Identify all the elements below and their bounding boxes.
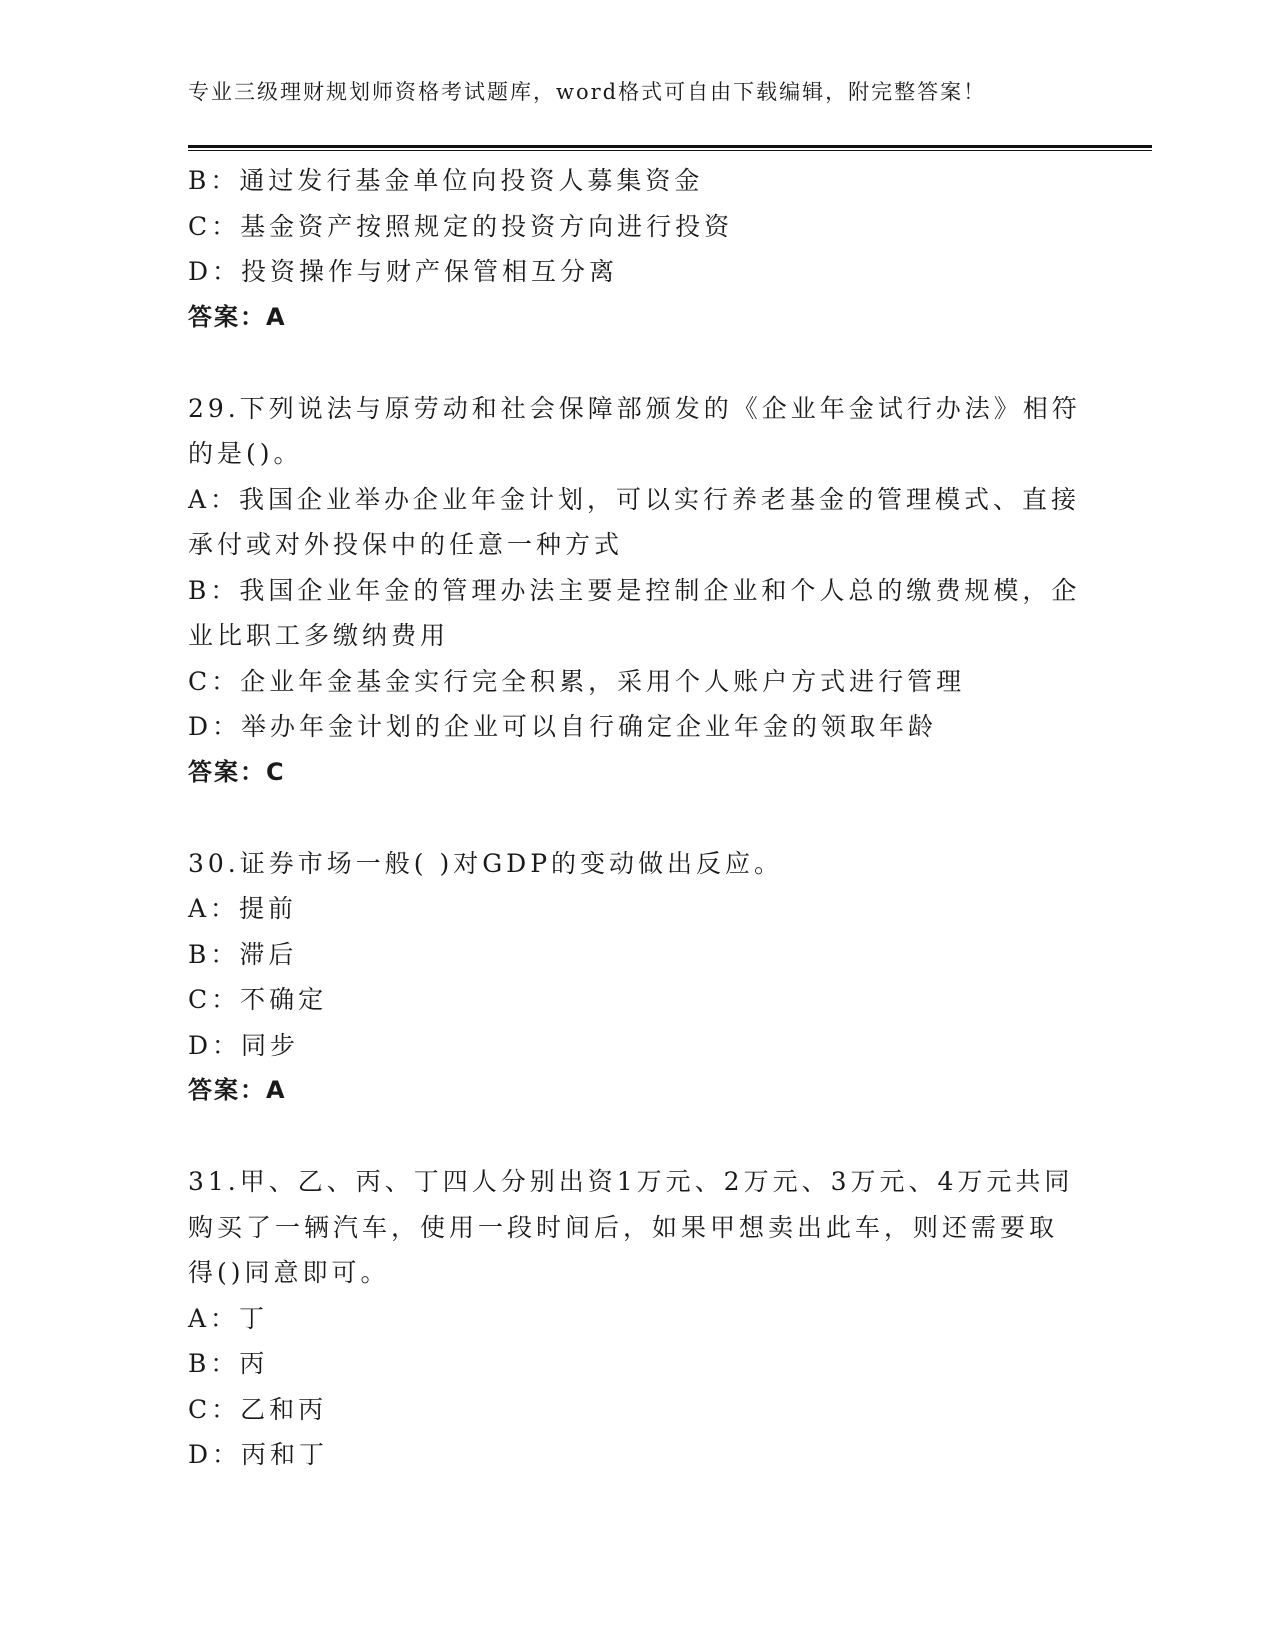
q31-option-d: D：丙和丁 [188, 1440, 329, 1469]
q29-answer: 答案：C [188, 757, 286, 786]
spacer [188, 340, 1088, 386]
header-rule-thin [188, 150, 1152, 151]
spacer [188, 1114, 1088, 1160]
q28-option-c: C：基金资产按照规定的投资方向进行投资 [188, 211, 734, 241]
q29-option-b-line1: B：我国企业年金的管理办法主要是控制企业和个人总的缴费规模，企 [188, 575, 1081, 605]
q31-stem-line3: 得()同意即可。 [188, 1258, 390, 1287]
q30-option-a: A：提前 [188, 894, 298, 923]
q31-option-c: C：乙和丙 [188, 1394, 328, 1424]
q31-option-b: B：丙 [188, 1349, 269, 1378]
q29-option-a-line1: A：我国企业举办企业年金计划，可以实行养老基金的管理模式、直接 [188, 484, 1081, 514]
q30-answer: 答案：A [188, 1076, 287, 1104]
page-header: 专业三级理财规划师资格考试题库，word格式可自由下载编辑，附完整答案！ [188, 80, 987, 104]
header-rule-thick [188, 145, 1152, 148]
q28-option-b: B：通过发行基金单位向投资人募集资金 [188, 166, 704, 195]
q29-option-b-line2: 业比职工多缴纳费用 [188, 621, 450, 650]
q30-option-b: B：滞后 [188, 939, 298, 969]
spacer [188, 795, 1088, 841]
q29-stem-line1: 29.下列说法与原劳动和社会保障部颁发的《企业年金试行办法》相符 [188, 393, 1081, 423]
q31-option-a: A：丁 [188, 1303, 269, 1333]
q29-option-a-line2: 承付或对外投保中的任意一种方式 [188, 530, 624, 559]
q30-option-d: D：同步 [188, 1030, 300, 1060]
q29-stem-line2: 的是()。 [188, 439, 303, 468]
q31-stem-line1: 31.甲、乙、丙、丁四人分别出资1万元、2万元、3万元、4万元共同 [188, 1167, 1074, 1196]
q28-answer: 答案：A [188, 302, 287, 331]
q30-option-c: C：不确定 [188, 985, 328, 1014]
q30-stem: 30.证券市场一般( )对GDP的变动做出反应。 [188, 848, 784, 878]
question-content [188, 158, 1088, 1478]
q28-option-d: D：投资操作与财产保管相互分离 [188, 257, 619, 286]
q29-option-d: D：举办年金计划的企业可以自行确定企业年金的领取年龄 [188, 712, 938, 741]
q31-stem-line2: 购买了一辆汽车，使用一段时间后，如果甲想卖出此车，则还需要取 [188, 1212, 1059, 1242]
q29-option-c: C：企业年金基金实行完全积累，采用个人账户方式进行管理 [188, 666, 966, 696]
